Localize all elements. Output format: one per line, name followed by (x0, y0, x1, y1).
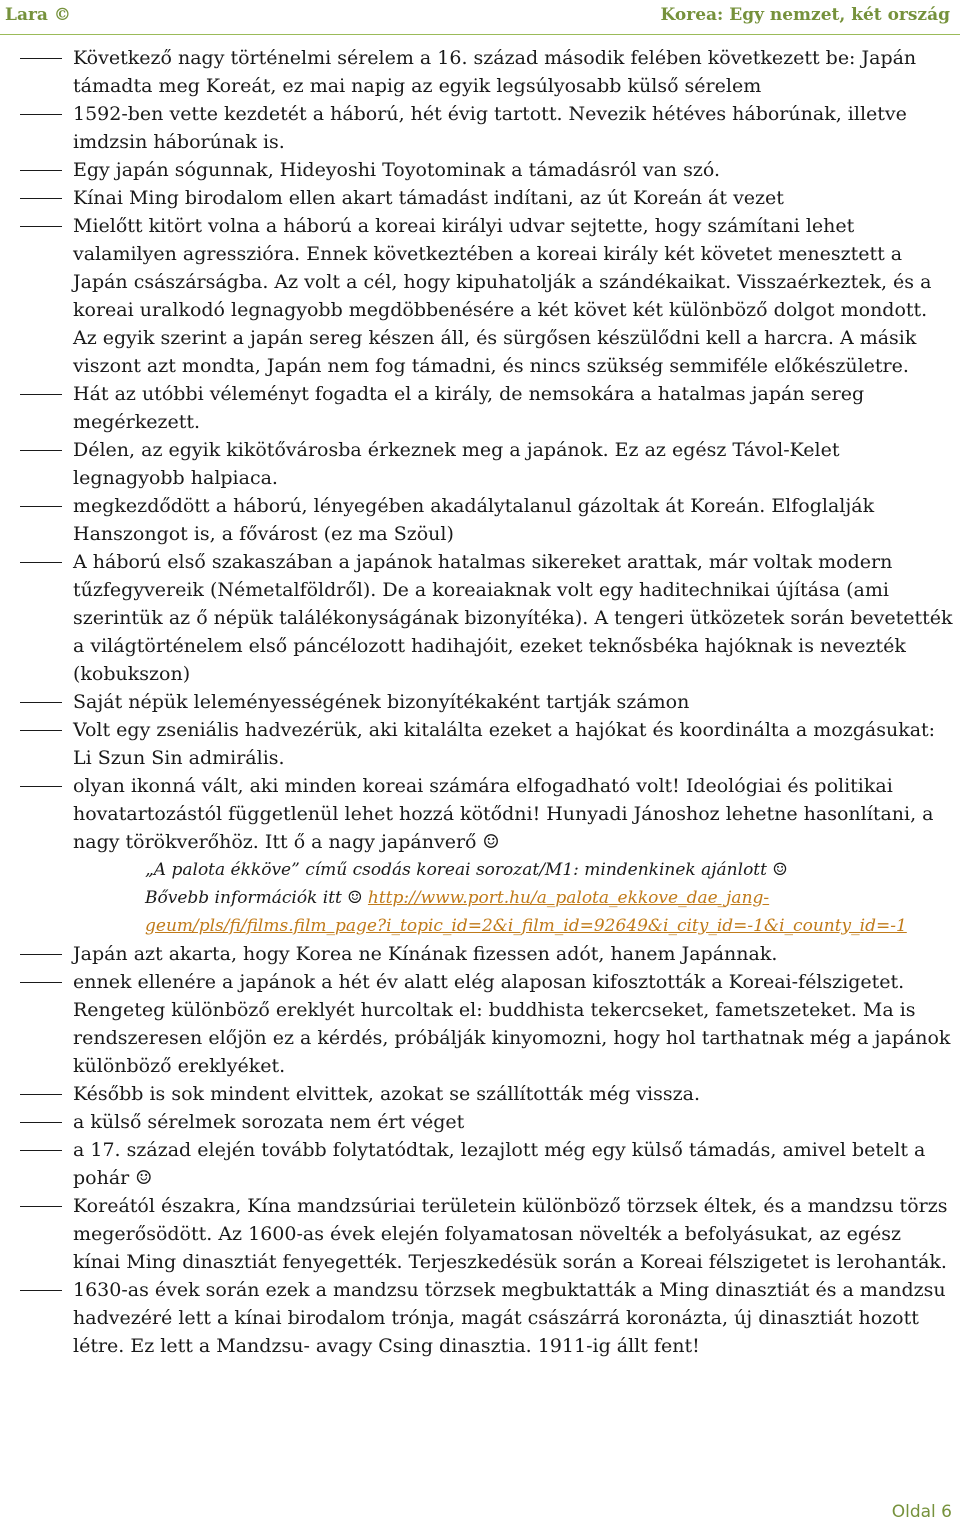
list-item (0, 380, 960, 436)
list-item-text: Egy japán sógunnak, Hideyoshi Toyotominak a támadásról van szó. (73, 159, 720, 181)
more-info-line (145, 884, 954, 940)
dash-bullet (20, 730, 62, 731)
list-item (0, 940, 960, 968)
list-item-text: 1630-as évek során ezek a mandzsu törzsek megbuktatták a Ming dinasztiát és a mandzsu hadvezéré lett a kínai birodalom trónja, magát császárrá koronázta, új dinasztiát hozott létre. Ez lett a Mandzsu- avagy Csing dinasztia. 1911-ig állt fent! (73, 1279, 946, 1357)
list-item-text: a 17. század elején tovább folytatódtak, lezajlott még egy külső támadás, amivel betelt a pohár ☺ (73, 1139, 926, 1189)
dash-bullet (20, 702, 62, 703)
list-item (0, 548, 960, 688)
list-item-text: 1592-ben vette kezdetét a háború, hét évig tartott. Nevezik hétéves háborúnak, illetve imdzsin háborúnak is. (73, 103, 907, 153)
port-hu-link[interactable]: http://www.port.hu/a_palota_ekkove_dae_jang-geum/pls/fi/films.film_page?i_topic_id=2&i_film_id=92649&i_city_id=-1&i_county_id=-1 (145, 888, 907, 936)
list-item-text: olyan ikonná vált, aki minden koreai számára elfogadható volt! Ideológiai és politikai hovatartozástól függetlenül lehet hozzá kötődni! Hunyadi Jánoshoz lehetne hasonlítani, a nagy törökverőhöz. Itt ő a nagy japánverő ☺ (73, 775, 934, 853)
dash-bullet (20, 226, 62, 227)
list-item (0, 492, 960, 548)
list-item (0, 212, 960, 380)
dash-bullet (20, 1150, 62, 1151)
list-item-text: Mielőtt kitört volna a háború a koreai királyi udvar sejtette, hogy számítani lehet valamilyen agresszióra. Ennek következtében a koreai király két követet menesztett a Japán császárságba. Az volt a cél, hogy kipuhatolják a szándékaikat. Visszaérkeztek, és a koreai uralkodó legnagyobb megdöbbenésére a két követ két különböző dolgot mondott. Az egyik szerint a japán sereg készen áll, és sürgősen készülődni kell a harcra. A másik viszont azt mondta, Japán nem fog támadni, és nincs szükség semmiféle előkészületre. (73, 215, 932, 377)
dash-bullet (20, 562, 62, 563)
list-item-text: a külső sérelmek sorozata nem ért véget (73, 1111, 465, 1133)
list-item (0, 184, 960, 212)
dash-bullet (20, 1094, 62, 1095)
list-item (0, 1108, 960, 1136)
dash-bullet (20, 1122, 62, 1123)
list-item (0, 44, 960, 100)
dash-bullet (20, 170, 62, 171)
more-info-label: Bővebb információk itt ☺ (145, 888, 368, 908)
dash-bullet (20, 198, 62, 199)
list-item-text: Volt egy zseniális hadvezérük, aki kitalálta ezeket a hajókat és koordinálta a mozgásukat: Li Szun Sin admirális. (73, 719, 936, 769)
page-number: Oldal 6 (891, 1502, 952, 1522)
list-item (0, 1276, 960, 1360)
dash-bullet (20, 1290, 62, 1291)
dash-bullet (20, 450, 62, 451)
dash-bullet (20, 114, 62, 115)
header-title: Korea: Egy nemzet, két ország (660, 5, 950, 25)
list-item-text: Koreától északra, Kína mandzsúriai területein különböző törzsek éltek, és a mandzsu törzs megerősödött. Az 1600-as évek elején folyamatosan növelték a befolyásukat, az egész kínai Ming dinasztiát fenyegették. Terjeszkedésük során a Koreai félszigetet is lerohanták. (73, 1195, 948, 1273)
recommendation-note (0, 856, 960, 940)
list-item (0, 436, 960, 492)
dash-bullet (20, 506, 62, 507)
list-item-text: Következő nagy történelmi sérelem a 16. század második felében következett be: Japán támadta meg Koreát, ez mai napig az egyik legsúlyosabb külső sérelem (73, 47, 917, 97)
dash-bullet (20, 982, 62, 983)
list-item (0, 1192, 960, 1276)
document-body (0, 44, 960, 1360)
header-author: Lara © (5, 5, 71, 25)
list-item-text: Délen, az egyik kikötővárosba érkeznek meg a japánok. Ez az egész Távol-Kelet legnagyobb halpiaca. (73, 439, 840, 489)
list-item (0, 688, 960, 716)
recommendation-line: „A palota ékköve” című csodás koreai sorozat/M1: mindenkinek ajánlott ☺ (145, 860, 788, 880)
list-item-text: Kínai Ming birodalom ellen akart támadást indítani, az út Koreán át vezet (73, 187, 784, 209)
list-item (0, 716, 960, 772)
list-item (0, 968, 960, 1080)
list-item-text: Hát az utóbbi véleményt fogadta el a király, de nemsokára a hatalmas japán sereg megérkezett. (73, 383, 865, 433)
dash-bullet (20, 786, 62, 787)
list-item-text: A háború első szakaszában a japánok hatalmas sikereket arattak, már voltak modern tűzfegyvereik (Németalföldről). De a koreaiaknak volt egy haditechnikai újítása (ami szerintük az ő népük találékonyságának bizonyítéka). A tengeri ütközetek során bevetették a világtörténelem első páncélozott hadihajóit, ezeket teknősbéka hajóknak is nevezték (kobukszon) (73, 551, 953, 685)
dash-bullet (20, 58, 62, 59)
list-item (0, 100, 960, 156)
dash-bullet (20, 954, 62, 955)
list-item (0, 772, 960, 856)
list-item-text: ennek ellenére a japánok a hét év alatt elég alaposan kifosztották a Koreai-félszigetet. Rengeteg különböző ereklyét hurcoltak el: buddhista tekercseket, fametszeteket. Ma is rendszeresen előjön ez a kérdés, próbálják kinyomozni, hogy hol tarthatnak még a japánok különböző ereklyéket. (73, 971, 951, 1077)
list-item-text: Saját népük leleményességének bizonyítékaként tartják számon (73, 691, 690, 713)
list-item (0, 1136, 960, 1192)
list-item (0, 1080, 960, 1108)
list-item (0, 156, 960, 184)
page-header (0, 0, 960, 35)
list-item-text: Japán azt akarta, hogy Korea ne Kínának fizessen adót, hanem Japánnak. (73, 943, 778, 965)
dash-bullet (20, 394, 62, 395)
list-item-text: Később is sok mindent elvittek, azokat se szállították még vissza. (73, 1083, 700, 1105)
dash-bullet (20, 1206, 62, 1207)
list-item-text: megkezdődött a háború, lényegében akadálytalanul gázoltak át Koreán. Elfoglalják Hanszongot is, a fővárost (ez ma Szöul) (73, 495, 875, 545)
